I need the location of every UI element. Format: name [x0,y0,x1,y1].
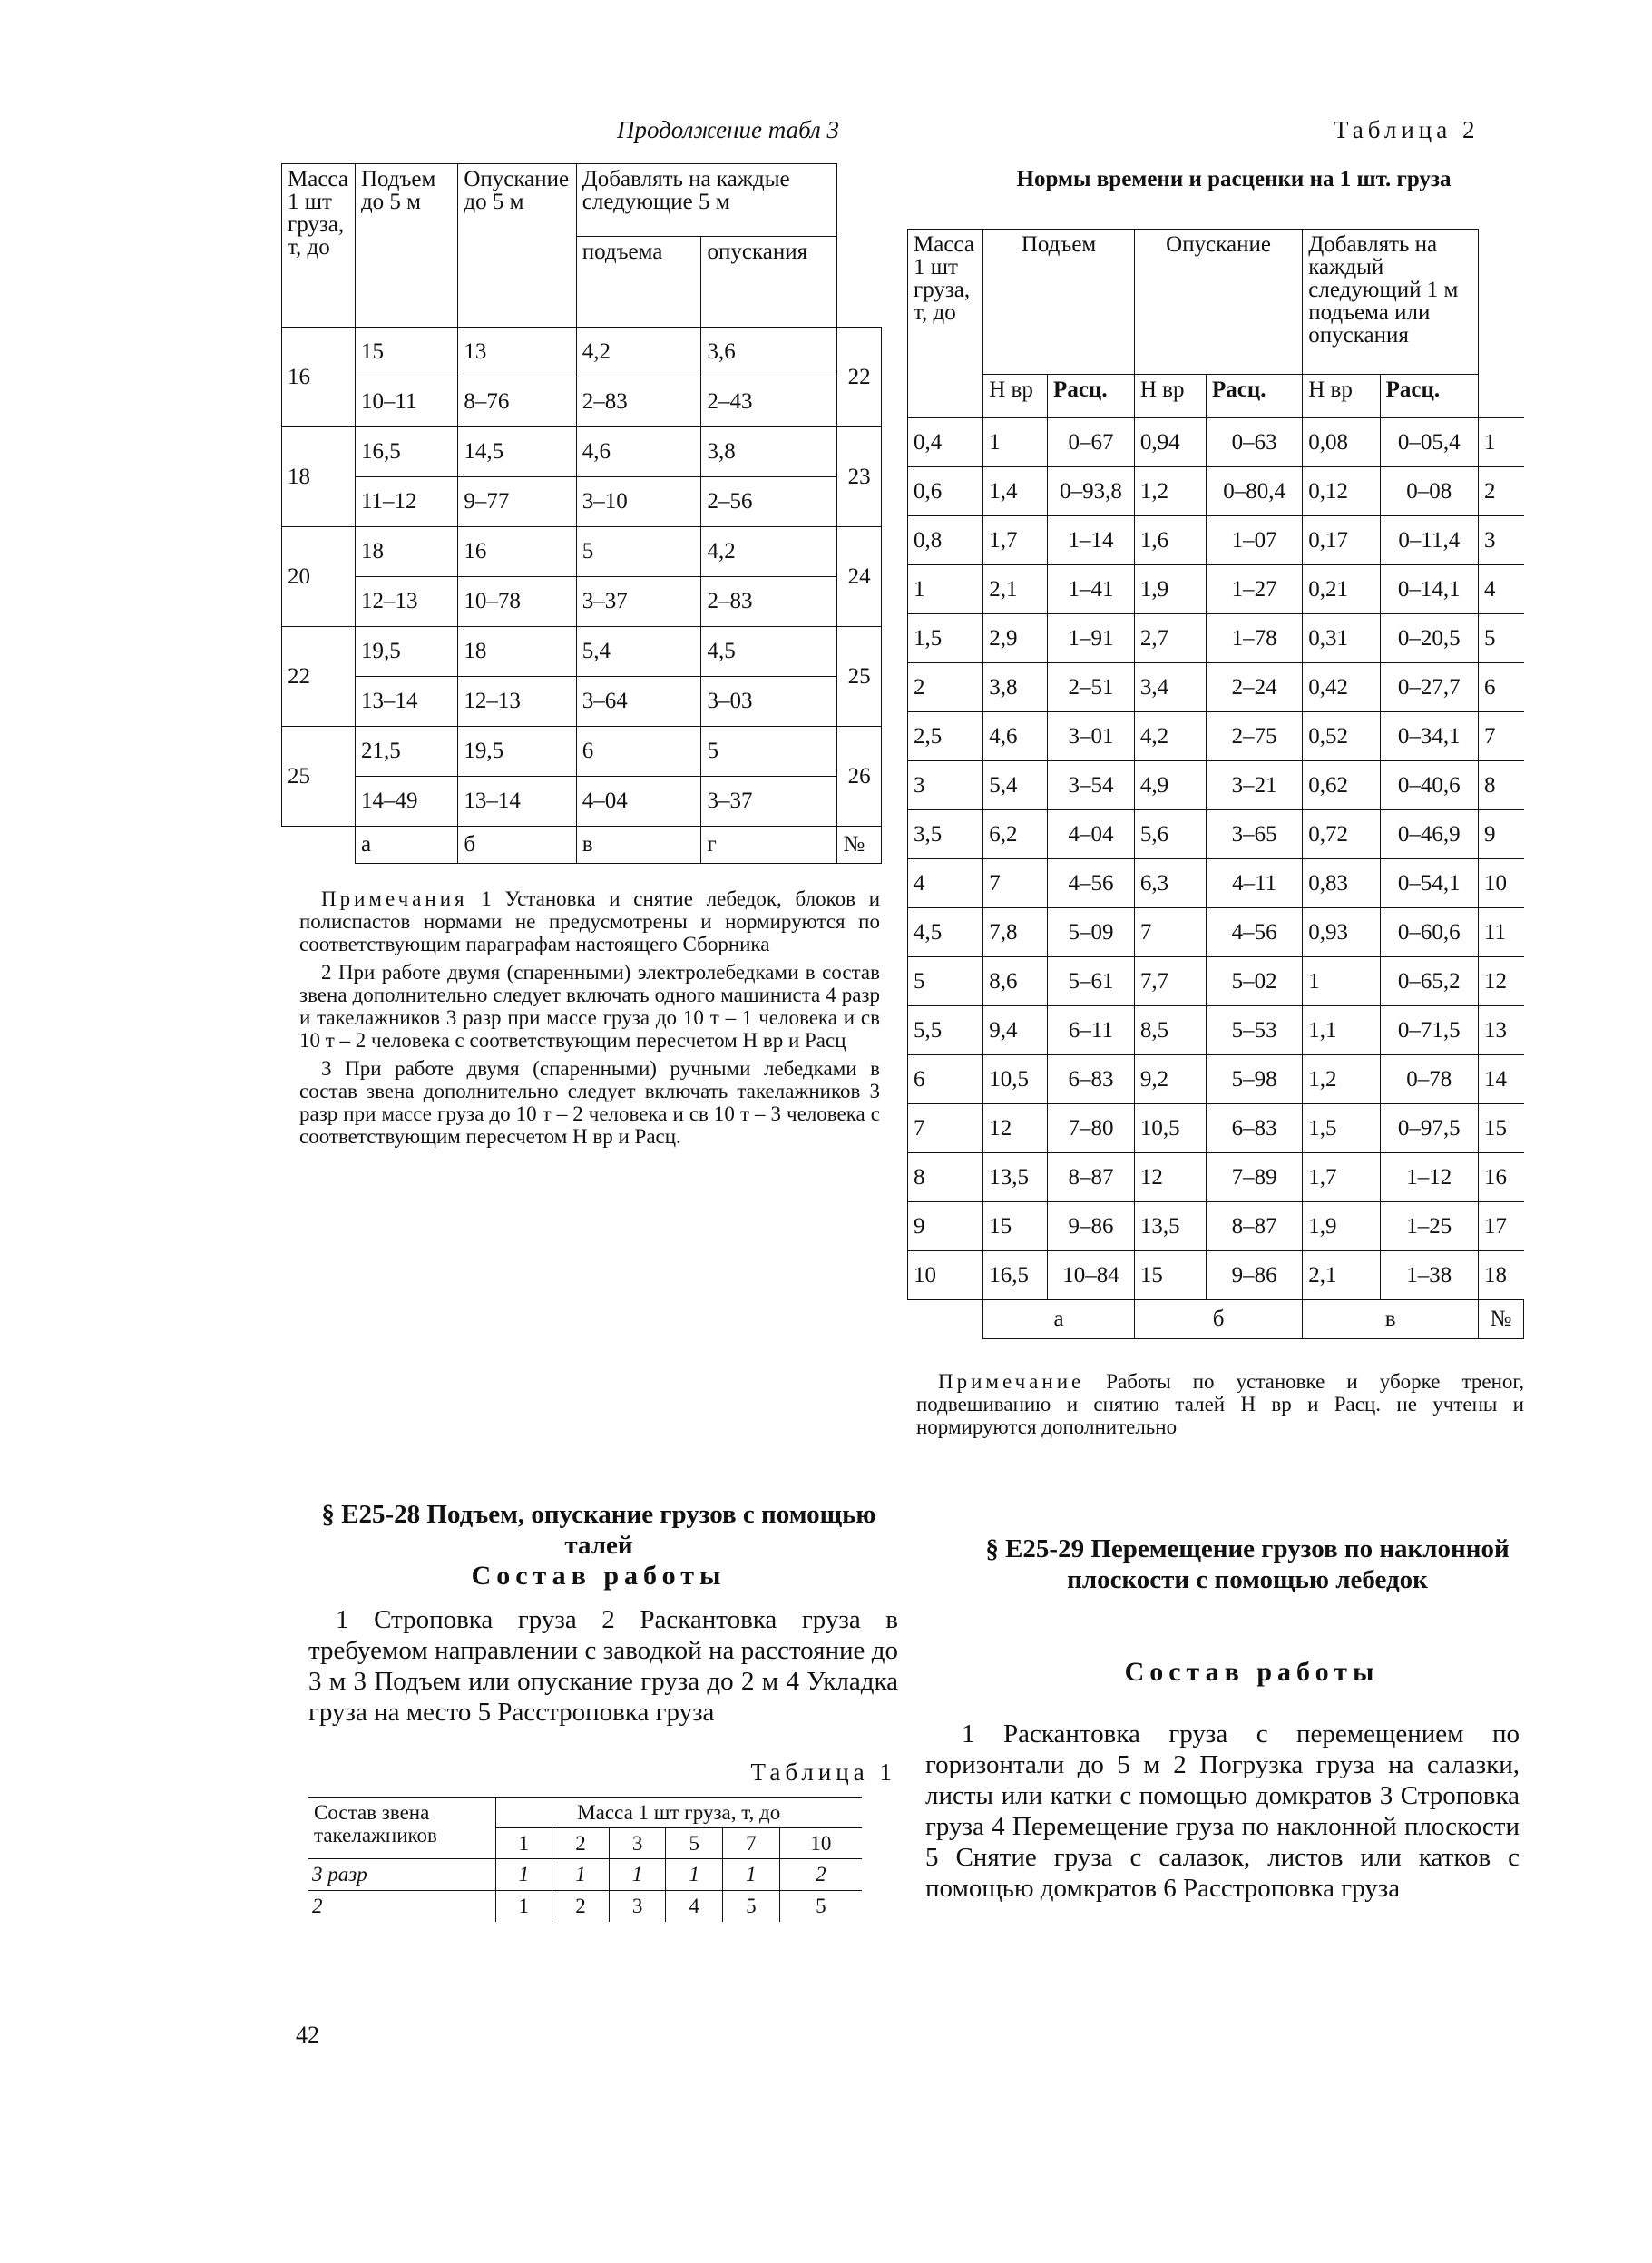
table-cell: 3–37 [576,577,701,627]
table-cell: 5 [908,957,983,1006]
table-cell: 1,9 [1303,1202,1380,1251]
table-cell: 3,8 [701,427,837,477]
table-cell: 0,93 [1303,908,1380,957]
table-cell: 0,42 [1303,663,1380,712]
table-cell: 3,6 [701,328,837,377]
table-cell: 8,5 [1134,1006,1206,1055]
table-cell: 10,5 [983,1055,1048,1104]
table-cell: 16 [458,527,576,577]
table-cell: 8 [908,1153,983,1202]
table-cell: 4–56 [1207,908,1303,957]
table-cell: 5–98 [1207,1055,1303,1104]
t1-mass-col: 2 [552,1828,610,1859]
section-e25-28-composition: Состав работы [471,1561,727,1591]
table-cell: 1–07 [1207,516,1303,565]
table-cell: 1,4 [983,467,1048,516]
table-cell: 12–13 [355,577,457,627]
table-cell: 4 [666,1891,723,1923]
table-cell: 4,2 [701,527,837,577]
column-letter: в [576,827,701,864]
table-row [908,908,1524,957]
table-cell: 1,9 [1134,565,1206,614]
table-cell: 3,8 [983,663,1048,712]
table-cell: 5,4 [576,627,701,677]
table-cell: 1,7 [983,516,1048,565]
row-number: 16 [1478,1153,1523,1202]
table-cell: 0–14,1 [1380,565,1478,614]
table-cell: 1–38 [1380,1251,1478,1300]
table-cell: 9,4 [983,1006,1048,1055]
table-cell: 15 [1134,1251,1206,1300]
table-cell: 3–54 [1048,761,1135,810]
table-cell: 12–13 [458,677,576,727]
table-cell: 0–65,2 [1380,957,1478,1006]
t3-header-mass: Масса 1 шт груза, т, до [282,164,356,328]
table-cell: 5–02 [1207,957,1303,1006]
table-cell: 0,52 [1303,712,1380,761]
table-row [908,1104,1524,1153]
table-cell: 11–12 [355,477,457,527]
t2-header-add: Добавлять на каждый следующий 1 м подъема или опускания [1303,230,1479,375]
table-cell: 2,9 [983,614,1048,663]
row-number: 9 [1478,810,1523,859]
t3-header-add: Добавлять на каждые следующие 5 м [576,164,837,237]
table1 [308,1797,862,1922]
table-cell: 2 [552,1891,610,1923]
table-cell: 2 [779,1859,862,1891]
table-cell: 2–75 [1207,712,1303,761]
table-cell: 0–54,1 [1380,859,1478,908]
table-cell: 8,6 [983,957,1048,1006]
table-cell: 4,5 [908,908,983,957]
row-number: 15 [1478,1104,1523,1153]
table-cell: 3–37 [701,777,837,827]
table-cell: 5–61 [1048,957,1135,1006]
table-cell: 16,5 [355,427,457,477]
column-letter: г [701,827,837,864]
t1-header-crew: Состав звена такелажников [308,1798,495,1859]
table-cell: 0–97,5 [1380,1104,1478,1153]
note-3: 3 При работе двумя (спаренными) ручными лебедками в состав звена дополнительно следует включать такелажников 3 разр при массе груза до 10 т – 2 человека и св 10 т – 3 человека с соответствующим пересчетом Н вр и Расц. [299,1057,880,1148]
table-cell: 1,7 [1303,1153,1380,1202]
table-cell: 5 [576,527,701,577]
table-cell: 4,2 [1134,712,1206,761]
table-row [908,810,1524,859]
table-cell: 2,1 [1303,1251,1380,1300]
table2-note [916,1370,1524,1444]
t1-row-label: 3 разр [308,1859,495,1891]
table-row [908,712,1524,761]
note-title: Примечание [938,1370,1085,1393]
table-cell: 13–14 [458,777,576,827]
t2-header-lower: Опускание [1134,230,1302,375]
column-letter: № [1478,1300,1523,1339]
t3-header-add-lower: опускания [701,237,837,328]
table-row [908,467,1524,516]
row-number: 26 [837,727,882,827]
table-cell: 0,8 [908,516,983,565]
table-cell: 3 [609,1891,666,1923]
table-cell: 13,5 [983,1153,1048,1202]
table-cell: 10 [908,1251,983,1300]
table-cell: 3–21 [1207,761,1303,810]
table-cell: 7 [908,1104,983,1153]
table-cell: 10–78 [458,577,576,627]
table-row [908,565,1524,614]
table-cell: 8–76 [458,377,576,427]
t2-header-hvr: Н вр [983,375,1048,418]
table-cell: 1 [983,418,1048,467]
table-row [908,663,1524,712]
table-cell: 4,6 [576,427,701,477]
table-cell: 9,2 [1134,1055,1206,1104]
table2-body [908,418,1524,1300]
table-cell: 1 [1303,957,1380,1006]
table-cell: 3–10 [576,477,701,527]
table-cell: 3–03 [701,677,837,727]
table-cell: 1–27 [1207,565,1303,614]
table-cell: 0,08 [1303,418,1380,467]
table-cell: 0–11,4 [1380,516,1478,565]
table-cell: 9 [908,1202,983,1251]
table-cell: 15 [355,328,457,377]
row-number: 7 [1478,712,1523,761]
table-cell: 6–83 [1048,1055,1135,1104]
section-e25-29-text: 1 Раскантовка груза с перемещением по горизонтали до 5 м 2 Погрузка груза на салазки, листы или катки с помощью домкратов 3 Строповка груза 4 Перемещение груза по наклонной плоскости 5 Снятие груза с салазок, листов или катков с помощью домкратов 6 Расстроповка груза [925,1719,1520,1903]
row-number: 24 [837,527,882,627]
table-cell: 20 [282,527,356,627]
table-cell: 1,5 [1303,1104,1380,1153]
row-number: 12 [1478,957,1523,1006]
table-cell: 4–56 [1048,859,1135,908]
t3-header-lift: Подъем до 5 м [355,164,457,328]
table-cell: 9–86 [1207,1251,1303,1300]
table2 [907,229,1524,1339]
table-cell: 1 [495,1859,552,1891]
t1-mass-col: 7 [723,1828,780,1859]
row-number: 6 [1478,663,1523,712]
table-cell: 1,5 [908,614,983,663]
row-number: 4 [1478,565,1523,614]
table-row [908,418,1524,467]
table-cell: 0,4 [908,418,983,467]
t2-header-n [1478,230,1523,418]
table-cell: 1 [552,1859,610,1891]
table-cell: 18 [458,627,576,677]
column-letter: № [837,827,882,864]
table-cell: 16,5 [983,1251,1048,1300]
table-cell: 5,5 [908,1006,983,1055]
table-row [908,859,1524,908]
table-row [908,1251,1524,1300]
table-cell: 7 [1134,908,1206,957]
table-cell: 18 [355,527,457,577]
table-cell: 4,5 [701,627,837,677]
continuation-label: Продолжение табл 3 [617,116,840,143]
table-cell: 1–12 [1380,1153,1478,1202]
table-row [908,1153,1524,1202]
table-cell: 4–04 [576,777,701,827]
t1-mass-col: 10 [779,1828,862,1859]
table-cell: 0,21 [1303,565,1380,614]
table-cell: 1 [609,1859,666,1891]
section-e25-29-composition: Состав работы [1124,1657,1380,1687]
table-cell: 8–87 [1207,1202,1303,1251]
row-number: 25 [837,627,882,727]
table-cell: 2–24 [1207,663,1303,712]
table-cell: 12 [1134,1153,1206,1202]
table-cell: 14–49 [355,777,457,827]
table-cell: 3–01 [1048,712,1135,761]
row-number: 8 [1478,761,1523,810]
section-e25-28-heading: § Е25-28 Подъем, опускание грузов с помощью талей [321,1500,876,1560]
row-number: 3 [1478,516,1523,565]
table-cell: 0,31 [1303,614,1380,663]
table-cell: 14,5 [458,427,576,477]
table-cell: 5–53 [1207,1006,1303,1055]
t2-header-rasc: Расц. [1207,375,1303,418]
column-letter: б [1134,1300,1302,1339]
table-cell: 2,1 [983,565,1048,614]
table-cell: 7 [983,859,1048,908]
table-cell: 0–71,5 [1380,1006,1478,1055]
t2-header-rasc: Расц. [1380,375,1478,418]
table2-label: Таблица 2 [1334,116,1480,143]
table-row [908,1202,1524,1251]
column-letter: б [458,827,576,864]
table-cell: 1 [723,1859,780,1891]
row-number: 1 [1478,418,1523,467]
table-cell: 7,7 [1134,957,1206,1006]
table-cell: 16 [282,328,356,427]
table-cell: 13,5 [1134,1202,1206,1251]
t1-mass-col: 5 [666,1828,723,1859]
table-cell: 1–78 [1207,614,1303,663]
note-2: 2 При работе двумя (спаренными) электролебедками в состав звена дополнительно следует включать одного машиниста 4 разр и такелажников 3 разр при массе груза до 10 т – 1 человека и св 10 т – 2 человека с соответствующим пересчетом Н вр и Расц [299,961,880,1052]
notes-title: Примечания [321,887,468,910]
table-cell: 0–27,7 [1380,663,1478,712]
table-cell: 6 [908,1055,983,1104]
table-cell: 3–65 [1207,810,1303,859]
table-cell: 1,2 [1134,467,1206,516]
table-cell: 0,83 [1303,859,1380,908]
row-number: 10 [1478,859,1523,908]
table-cell: 1–14 [1048,516,1135,565]
table-cell: 1–25 [1380,1202,1478,1251]
table-cell: 7,8 [983,908,1048,957]
table-cell: 5,4 [983,761,1048,810]
table-cell: 3 [908,761,983,810]
t2-header-hvr: Н вр [1303,375,1380,418]
table-cell: 4 [908,859,983,908]
table3-notes [299,887,880,1153]
table-cell: 0–08 [1380,467,1478,516]
table-cell: 10–11 [355,377,457,427]
table2-title: Нормы времени и расценки на 1 шт. груза [1016,167,1452,191]
table-cell: 2–43 [701,377,837,427]
t1-header-mass: Масса 1 шт груза, т, до [495,1798,862,1828]
t3-header-add-lift: подъема [576,237,701,328]
t3-header-lower: Опускание до 5 м [458,164,576,328]
row-number: 22 [837,328,882,427]
table-cell: 2–83 [701,577,837,627]
column-letter: в [1303,1300,1479,1339]
table-cell: 1,6 [1134,516,1206,565]
table-cell: 5 [779,1891,862,1923]
note-text: Работы по установке и уборке треног, подвешиванию и снятию талей Н вр и Расц. не учтены и нормируются дополнительно [916,1370,1524,1438]
table-cell [282,827,356,864]
table-cell: 0,17 [1303,516,1380,565]
table3-continuation [281,163,882,864]
row-number: 5 [1478,614,1523,663]
table-cell: 6,2 [983,810,1048,859]
table-cell: 1 [495,1891,552,1923]
table-cell: 0,72 [1303,810,1380,859]
table-cell: 1,1 [1303,1006,1380,1055]
table-cell: 13–14 [355,677,457,727]
row-number: 2 [1478,467,1523,516]
table-cell: 2 [908,663,983,712]
table-cell: 19,5 [355,627,457,677]
table-cell: 2–56 [701,477,837,527]
table-cell: 5–09 [1048,908,1135,957]
table-cell: 0,6 [908,467,983,516]
t1-row-label: 2 [308,1891,495,1923]
row-number: 18 [1478,1251,1523,1300]
t2-header-hvr: Н вр [1134,375,1206,418]
table-cell: 2–51 [1048,663,1135,712]
table-cell: 0,94 [1134,418,1206,467]
t1-mass-col: 1 [495,1828,552,1859]
table-cell: 3,4 [1134,663,1206,712]
table-row [908,957,1524,1006]
table-cell: 6–83 [1207,1104,1303,1153]
t2-header-rasc: Расц. [1048,375,1135,418]
table-cell: 0,12 [1303,467,1380,516]
row-number: 17 [1478,1202,1523,1251]
note-1: 1 Установка и снятие лебедок, блоков и полиспастов нормами не предусмотрены и нормируются по соответствующим параграфам настоящего Сборника [299,887,880,955]
table-cell: 4,9 [1134,761,1206,810]
table-cell: 4,2 [576,328,701,377]
table-cell: 6,3 [1134,859,1206,908]
table1-label: Таблица 1 [750,1758,896,1786]
table-row [908,614,1524,663]
table-cell: 2,7 [1134,614,1206,663]
table-cell: 15 [983,1202,1048,1251]
table-cell: 1,2 [1303,1055,1380,1104]
table-cell: 4–04 [1048,810,1135,859]
table-cell: 3,5 [908,810,983,859]
table-row [908,1006,1524,1055]
table-cell: 1 [666,1859,723,1891]
t1-mass-col: 3 [609,1828,666,1859]
table-cell: 7–80 [1048,1104,1135,1153]
table-cell: 2–83 [576,377,701,427]
table-cell: 5 [701,727,837,777]
table-cell: 4,6 [983,712,1048,761]
table-cell: 5,6 [1134,810,1206,859]
table-cell: 0–60,6 [1380,908,1478,957]
table-cell: 6–11 [1048,1006,1135,1055]
section-e25-28-text: 1 Строповка груза 2 Раскантовка груза в требуемом направлении с заводкой на расстояние до 3 м 3 Подъем или опускание груза до 2 м 4 Укладка груза на место 5 Расстроповка груза [308,1605,898,1727]
table-cell: 0–40,6 [1380,761,1478,810]
t2-header-lift: Подъем [983,230,1135,375]
table-cell: 2,5 [908,712,983,761]
column-letter: а [355,827,457,864]
table-row [908,761,1524,810]
t3-header-n [837,164,882,328]
table-cell: 19,5 [458,727,576,777]
table-cell: 1–41 [1048,565,1135,614]
table-cell: 4–11 [1207,859,1303,908]
table-cell: 0–93,8 [1048,467,1135,516]
table-cell: 13 [458,328,576,377]
table-cell: 22 [282,627,356,727]
row-number: 23 [837,427,882,527]
table-cell: 12 [983,1104,1048,1153]
table-cell: 6 [576,727,701,777]
table-cell: 0–20,5 [1380,614,1478,663]
table-cell: 10,5 [1134,1104,1206,1153]
table-cell: 1–91 [1048,614,1135,663]
table-cell: 1 [908,565,983,614]
table-cell: 9–77 [458,477,576,527]
table-cell [908,1300,983,1339]
table-cell: 9–86 [1048,1202,1135,1251]
section-e25-29-heading: § Е25-29 Перемещение грузов по наклонной плоскости с помощью лебедок [985,1534,1510,1594]
table-cell: 21,5 [355,727,457,777]
table-cell: 0–34,1 [1380,712,1478,761]
page-number: 42 [296,2022,319,2048]
row-number: 13 [1478,1006,1523,1055]
t2-header-mass: Масса 1 шт груза, т, до [908,230,983,418]
row-number: 14 [1478,1055,1523,1104]
table-cell: 0–05,4 [1380,418,1478,467]
table-cell: 0–67 [1048,418,1135,467]
table-row [908,516,1524,565]
table-cell: 5 [723,1891,780,1923]
table-cell: 18 [282,427,356,527]
table-cell: 7–89 [1207,1153,1303,1202]
table-cell: 3–64 [576,677,701,727]
table-cell: 10–84 [1048,1251,1135,1300]
table-row [908,1055,1524,1104]
table-cell: 0–46,9 [1380,810,1478,859]
column-letter: а [983,1300,1135,1339]
row-number: 11 [1478,908,1523,957]
table-cell: 25 [282,727,356,827]
table-cell: 0–80,4 [1207,467,1303,516]
table-cell: 0–63 [1207,418,1303,467]
table-cell: 0–78 [1380,1055,1478,1104]
table-cell: 0,62 [1303,761,1380,810]
table-cell: 8–87 [1048,1153,1135,1202]
